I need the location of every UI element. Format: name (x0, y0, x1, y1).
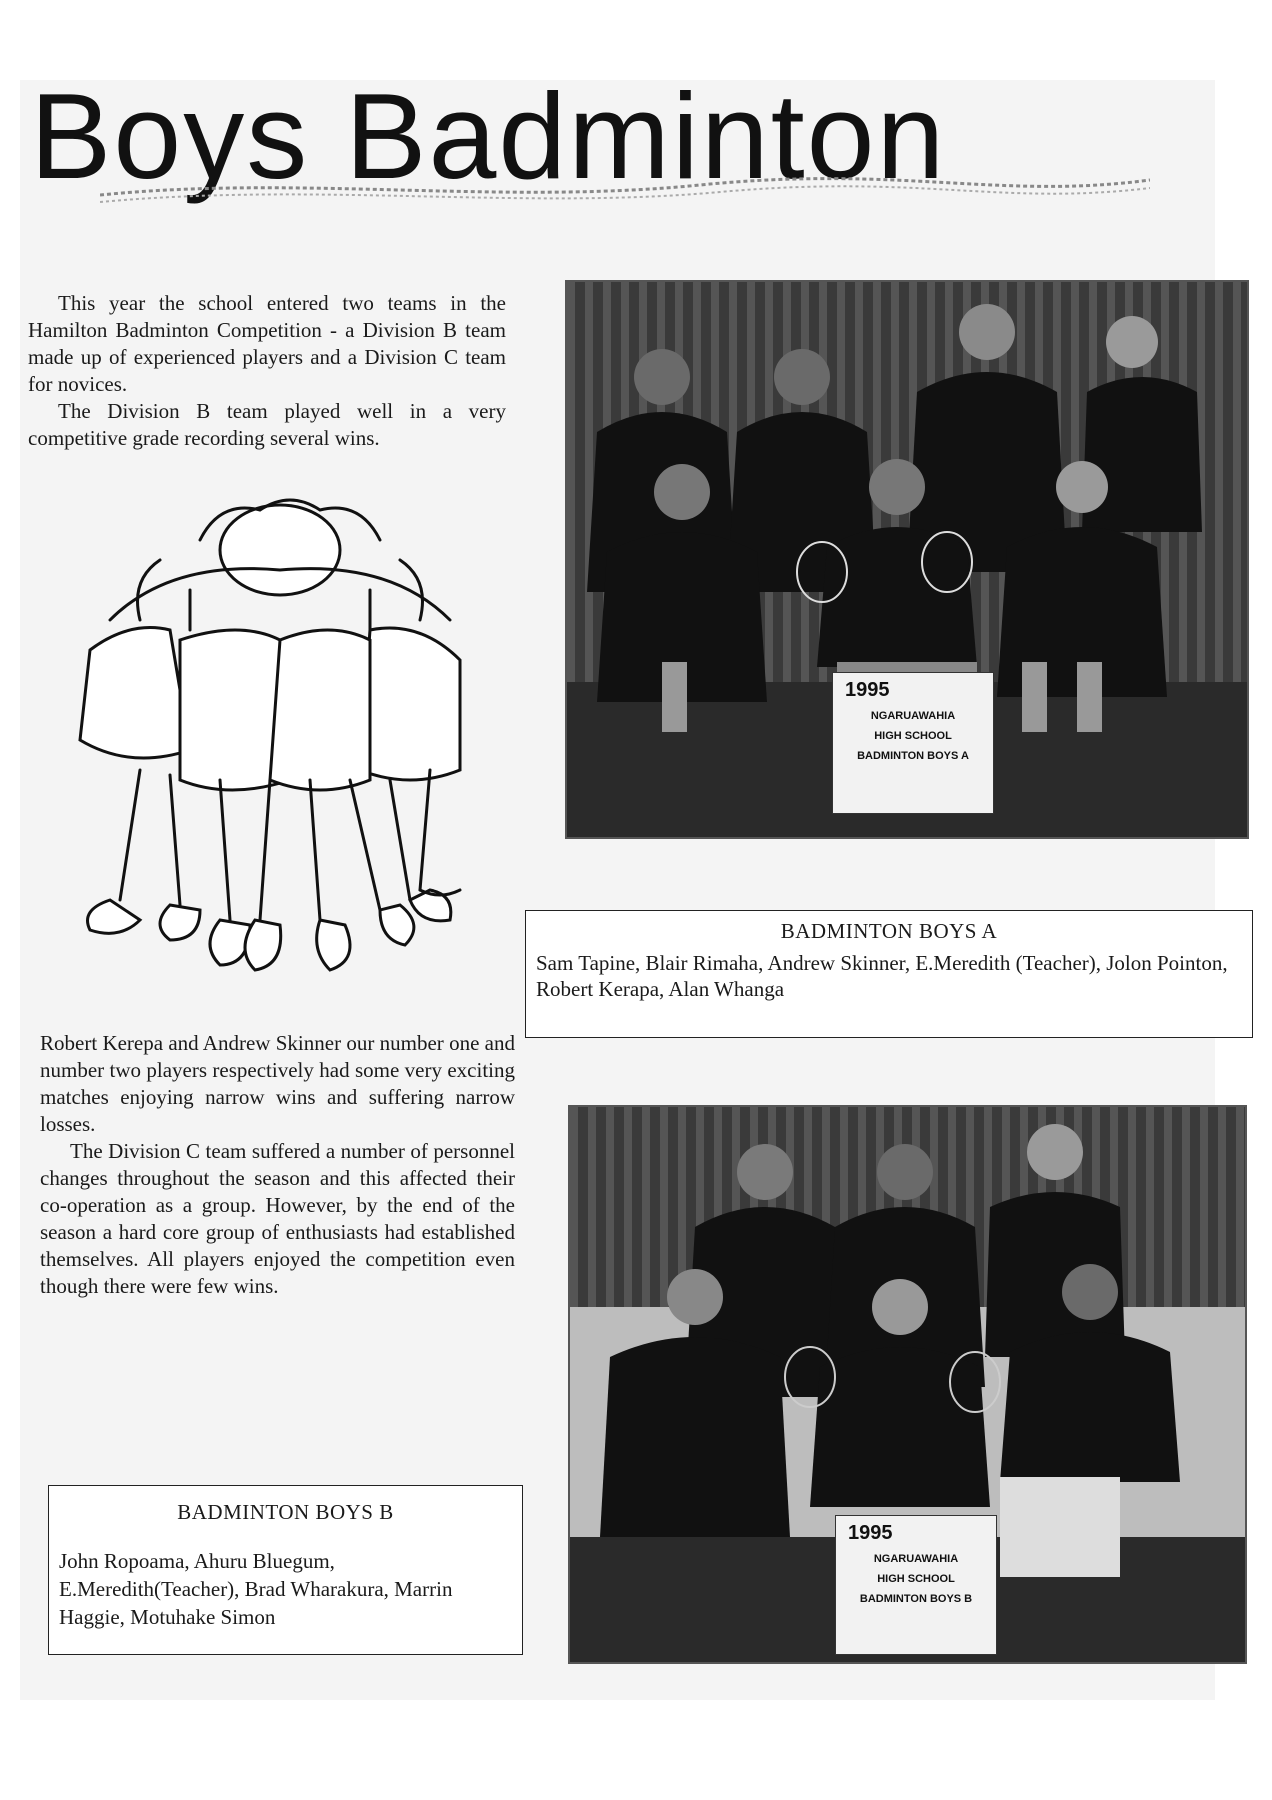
intro-paragraph-2: The Division B team played well in a very competitive grade recording several wins. (28, 399, 506, 450)
team-b-sign (835, 1515, 997, 1655)
team-b-sign-team: BADMINTON BOYS B (859, 1593, 973, 1605)
team-a-photo (565, 280, 1249, 839)
team-a-sign-level: HIGH SCHOOL (874, 730, 952, 742)
intro-text (28, 290, 506, 452)
team-a-caption (525, 910, 1253, 1038)
team-a-sign-team: BADMINTON BOYS A (857, 750, 969, 762)
team-huddle-illustration (50, 480, 510, 1020)
team-b-caption-title: BADMINTON BOYS B (177, 1500, 394, 1524)
team-b-sign-school: NGARUAWAHIA (873, 1553, 959, 1565)
body-text (40, 1030, 515, 1300)
body-paragraph-2: The Division C team suffered a number of personnel changes throughout the season and this affected their co-operation as a group. However, by the end of the season a hard core group of enthusiasts had established themselves. All players enjoyed the competition even though there were few wins. (40, 1139, 515, 1298)
team-b-photo (568, 1105, 1247, 1664)
title-swoosh-decoration (100, 170, 1150, 210)
team-a-sign-school: NGARUAWAHIA (870, 710, 956, 722)
page-title: Boys Badminton (30, 68, 947, 204)
team-a-sign-year: 1995 (845, 679, 890, 701)
body-paragraph-1: Robert Kerepa and Andrew Skinner our number one and number two players respectively had some very exciting matches enjoying narrow wins and suffering narrow losses. (40, 1031, 515, 1136)
intro-paragraph-1: This year the school entered two teams in the Hamilton Badminton Competition - a Division B team made up of experienced players and a Division C team for novices. (28, 291, 506, 396)
team-b-caption (48, 1485, 523, 1655)
team-a-caption-names: Sam Tapine, Blair Rimaha, Andrew Skinner, E.Meredith (Teacher), Jolon Pointon, Robert Kerapa, Alan Whanga (536, 951, 1228, 1001)
team-a-sign (832, 672, 994, 814)
team-a-caption-title: BADMINTON BOYS A (780, 919, 998, 943)
team-b-sign-level: HIGH SCHOOL (877, 1573, 955, 1585)
team-b-sign-year: 1995 (848, 1522, 893, 1544)
team-b-caption-names: John Ropoama, Ahuru Bluegum, E.Meredith(Teacher), Brad Wharakura, Marrin Haggie, Motuhake Simon (59, 1549, 453, 1629)
